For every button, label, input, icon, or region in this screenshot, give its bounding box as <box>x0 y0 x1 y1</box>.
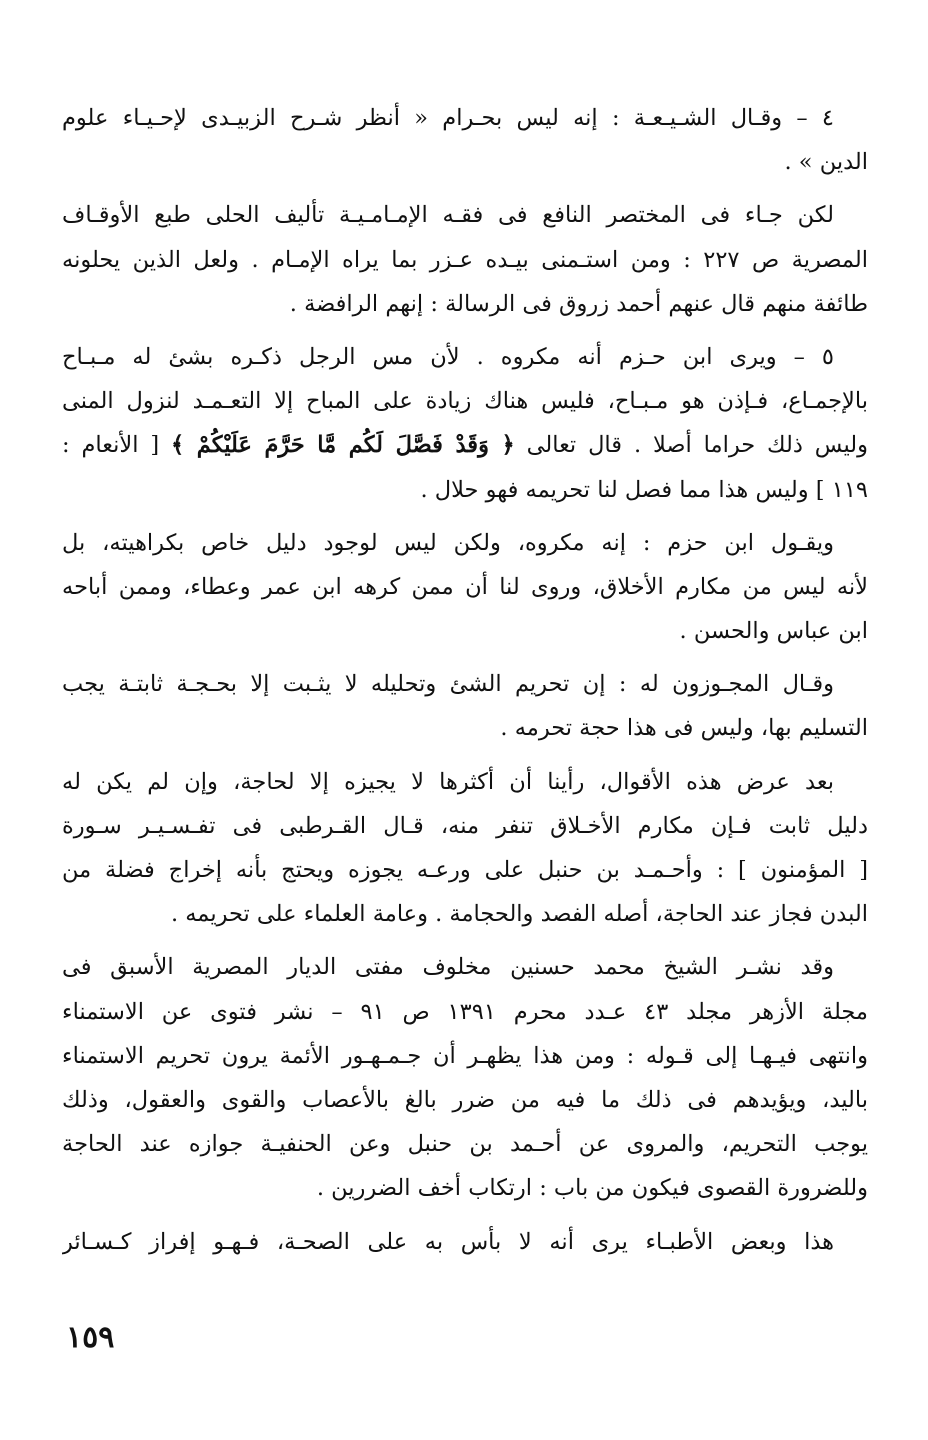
text-line: البدن فجاز عند الحاجة، أصله الفصد والحجامة . وعامة العلماء على تحريمه . <box>170 901 868 928</box>
text-line: وانتهى فيـهـا إلى قـوله : ومن هذا يظهـر أن جـمـهـور الأئمة يرون تحريم الاستمناء <box>62 1042 868 1069</box>
text-line: وللضرورة القصوى فيكون من باب : ارتكاب أخف الضررين . <box>316 1175 868 1202</box>
text-line: دليل ثابت فـإن مكارم الأخـلاق تنفر منه، قـال القـرطبى فى تفـسـيـر سـورة <box>62 812 868 839</box>
text-line: وقد نشـر الشيخ محمد حسنين مخلوف مفتى الديار المصرية الأسبق فى <box>62 954 834 981</box>
text-line: هذا وبعض الأطبـاء يرى أنه لا بأس به على الصحـة، فـهـو إفراز كـسـائر <box>62 1228 834 1255</box>
text-line: ابن عباس والحسن . <box>679 618 868 645</box>
text-line: طائفة منهم قال عنهم أحمد زروق فى الرسالة : إنهم الرافضة . <box>289 290 868 317</box>
text-line: يوجب التحريم، والمروى عن أحـمد بن حنبل وعن الحنفيـة جوازه عند الحاجة <box>62 1131 868 1158</box>
paragraph-3 <box>62 335 868 512</box>
text-line: التسليم بها، وليس فى هذا حجة تحرمه . <box>500 715 868 742</box>
text-line: المصرية ص ٢٢٧ : ومن استـمنى بيـده عـزر بما يراه الإمـام . ولعل الذين يحلونه <box>62 246 868 273</box>
paragraph-7 <box>62 945 868 1210</box>
text-line: مجلة الأزهر مجلد ٤٣ عـدد محرم ١٣٩١ ص ٩١ – نشر فتوى عن الاستمناء <box>62 998 868 1025</box>
paragraph-1 <box>62 96 868 184</box>
paragraph-6 <box>62 760 868 937</box>
paragraph-4 <box>62 521 868 654</box>
text-line: ٤ – وقـال الشـيـعـة : إنه ليس بحـرام « أنظر شـرح الزبيـدى لإحـيـاء علوم <box>62 105 834 131</box>
text-line: باليد، ويؤيدهم فى ذلك ما فيه من ضرر بالغ بالأعصاب والقوى والعقول، وذلك <box>62 1086 868 1113</box>
text-line: ١١٩ ] وليس هذا مما فصل لنا تحريمه فهو حلال . <box>420 476 868 503</box>
document-page <box>62 96 868 1273</box>
text-line: لكن جـاء فى المختصر النافع فى فقـه الإمـامـيـة تأليف الحلى طبع الأوقـاف <box>62 202 834 229</box>
text-line: وقـال المجـوزون له : إن تحريم الشئ وتحليله لا يثـبت إلا بحـجـة ثابتـة يجب <box>62 671 834 698</box>
paragraph-2 <box>62 193 868 326</box>
text-line: بالإجمـاع، فـإذن هو مـبـاح، فليس هناك زيادة على المباح إلا التعـمـد لنزول المنى <box>62 388 868 415</box>
quran-quote: ﴿ وَقَدْ فَصَّلَ لَكُم مَّا حَرَّمَ عَلَيْكُمْ ﴾ <box>171 432 515 459</box>
paragraph-8 <box>62 1220 868 1264</box>
text-line: بعد عرض هذه الأقوال، رأينا أن أكثرها لا يجيزه إلا لحاجة، وإن لم يكن له <box>62 768 834 795</box>
paragraph-5 <box>62 662 868 750</box>
text-line: [ المؤمنون ] : وأحـمـد بن حنبل على ورعـه يجوزه ويحتج بأنه إخراج فضلة من <box>62 857 868 883</box>
text-line: ٥ – ويرى ابن حـزم أنه مكروه . لأن مس الرجل ذكـره بشئ له مـبـاح <box>62 343 834 370</box>
page-number: ١٥٩ <box>66 1320 115 1355</box>
text-line: الدين » . <box>784 149 868 176</box>
text-line: لأنه ليس من مكارم الأخلاق، وروى لنا أن ممن كرهه ابن عمر وعطاء، وممن أباحه <box>62 573 868 600</box>
quran-verse-line: وليس ذلك حراما أصلا . قال تعالى ﴿ وَقَدْ فَصَّلَ لَكُم مَّا حَرَّمَ عَلَيْكُمْ ﴾ [ الأنعام : <box>62 432 868 459</box>
text-line: ويقـول ابن حزم : إنه مكروه، ولكن ليس لوجود دليل خاص بكراهيته، بل <box>62 529 834 556</box>
